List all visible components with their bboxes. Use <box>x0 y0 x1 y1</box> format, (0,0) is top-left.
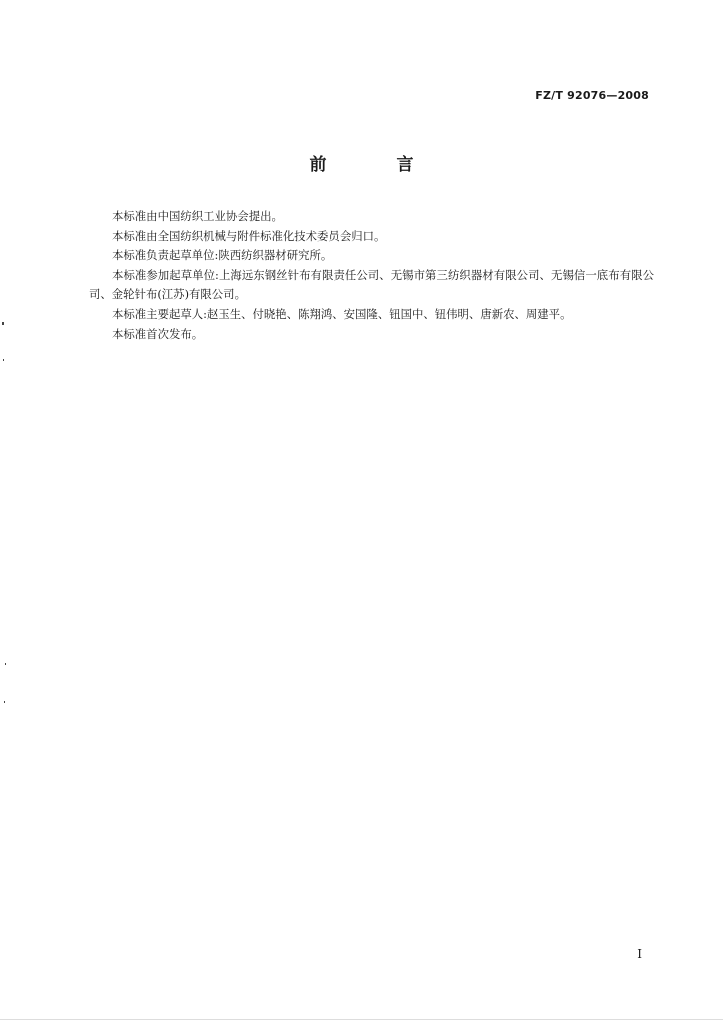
paragraph-lead-drafter: 本标准负责起草单位:陕西纺织器材研究所。 <box>112 248 333 263</box>
page-title: 前 言 <box>309 155 446 175</box>
paragraph-proposer: 本标准由中国纺织工业协会提出。 <box>112 209 283 223</box>
paragraph-participating-drafters: 本标准参加起草单位:上海远东钢丝针布有限责任公司、无锡市第三纺织器材有限公司、无锡信一底布有限公司、金轮针布(江苏)有限公司。 <box>89 267 654 302</box>
paragraph-committee: 本标准由全国纺织机械与附件标准化技术委员会归口。 <box>112 228 386 243</box>
foreword-body <box>89 207 654 344</box>
page-number: I <box>637 947 642 961</box>
standard-code: FZ/T 92076—2008 <box>535 89 649 102</box>
paragraph-first-release: 本标准首次发布。 <box>112 326 204 341</box>
scan-speck <box>2 322 4 325</box>
scan-speck <box>3 359 4 361</box>
scan-edge <box>0 1019 723 1020</box>
scan-speck <box>5 663 6 665</box>
paragraph-main-drafters: 本标准主要起草人:赵玉生、付晓艳、陈翔鸿、安国隆、钮国中、钮伟明、唐新农、周建平。 <box>112 306 572 321</box>
scan-speck <box>4 701 5 703</box>
